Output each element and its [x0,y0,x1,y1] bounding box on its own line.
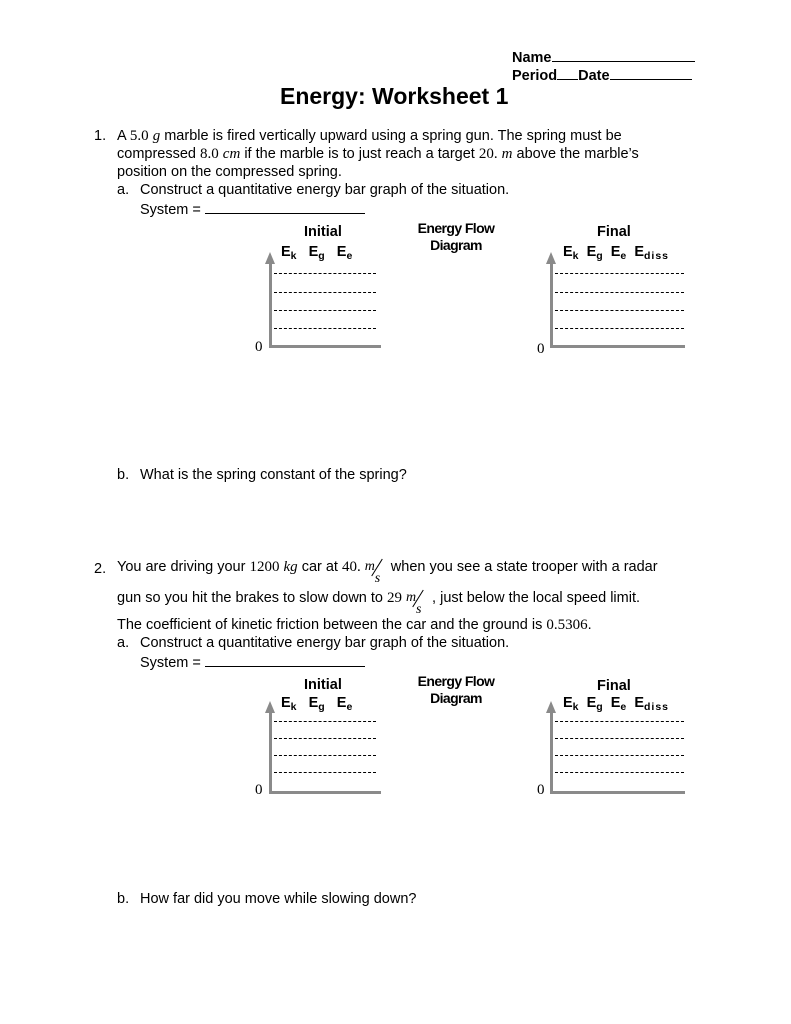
e-label: E [308,244,319,260]
initial-title: Initial [304,677,342,693]
q2-friction-coefficient: 0.5306 [546,617,588,633]
final-title: Final [597,224,631,240]
q2-text: when you see a state trooper with a radar [386,559,658,575]
q1-part-b-text: What is the spring constant of the spring? [140,467,407,483]
zero-label: 0 [255,782,263,798]
y-axis [269,711,272,794]
q1-line-1 [117,127,622,145]
q1-part-a-letter: a. [117,182,130,198]
e-label: E [336,695,347,711]
k-sub: k [290,701,297,713]
q2-mass-unit: kg [283,559,298,575]
initial-title: Initial [304,224,342,240]
q1-part-a-text: Construct a quantitative energy bar graph of the situation. [140,182,510,198]
gridline [555,328,684,329]
q2-part-b-text: How far did you move while slowing down? [140,891,417,907]
system-label: System = [140,655,201,671]
date-label: Date [578,68,610,84]
gridline [555,292,684,293]
q2-initial-speed: 40. [342,559,361,575]
e-sub: e [620,701,627,713]
name-blank [552,47,695,62]
unit-m: m [364,559,375,574]
flow-title-line-2: Diagram [430,237,482,253]
q1-mass: 5.0 [129,128,149,144]
q1-line-2 [117,145,639,163]
gridline [274,721,376,722]
g-sub: g [596,701,603,713]
x-axis [550,791,685,794]
unit-m: m [406,590,417,605]
q1-initial-graph [250,222,390,362]
g-sub: g [318,250,325,262]
e-label: E [610,244,621,260]
flow-title-line-1: Energy Flow [417,673,495,689]
q1-final-graph [530,222,690,362]
flow-title-line-1: Energy Flow [417,220,495,236]
q2-part-a-letter: a. [117,635,130,651]
period-blank [557,65,578,80]
name-label: Name [512,50,552,66]
q2-text: . [587,617,592,633]
e-label: E [308,695,319,711]
q2-system-field [140,652,365,672]
zero-label: 0 [255,339,263,355]
gridline [274,738,376,739]
e-label: E [563,244,573,260]
name-field [512,47,695,67]
e-label: E [563,695,573,711]
e-label: E [610,695,621,711]
gridline [274,310,376,311]
e-label: E [281,244,291,260]
q2-line-1 [117,553,658,586]
unit-s: s [374,571,381,586]
q2-text: You are driving your [117,559,250,575]
e-label: E [586,244,597,260]
q1-text: if the marble is to just reach a target [240,146,479,162]
g-sub: g [318,701,325,713]
g-sub: g [596,250,603,262]
system-blank [205,199,365,214]
gridline [555,738,684,739]
period-label: Period [512,68,558,84]
gridline [274,292,376,293]
gridline [555,755,684,756]
q2-line-3 [117,616,592,634]
gridline [555,273,684,274]
e-label: E [634,244,644,260]
q2-mass: 1200 [249,559,280,575]
q2-energy-flow-title [401,673,511,707]
x-axis [550,345,685,348]
flow-title-line-2: Diagram [430,690,482,706]
q2-final-graph [530,675,690,815]
y-axis [550,711,553,794]
e-label: E [281,695,291,711]
k-sub: k [290,250,297,262]
final-title: Final [597,678,631,694]
unit-s: s [416,602,422,617]
q2-number: 2. [94,561,107,577]
energy-labels [281,244,352,262]
gridline [274,328,376,329]
q2-initial-graph [250,675,390,815]
q1-compression-unit: cm [222,146,241,162]
k-sub: k [572,250,579,262]
e-label: E [634,695,644,711]
gridline [555,721,684,722]
q1-text: above the marble’s [512,146,639,162]
speed-unit-fraction [361,553,387,586]
e-sub: e [346,250,353,262]
q1-text: marble is fired vertically upward using a spring gun. The spring must be [160,128,622,144]
energy-labels [563,695,669,713]
page-title: Energy: Worksheet 1 [280,83,509,109]
zero-label: 0 [537,341,545,357]
x-axis [269,345,381,348]
date-blank [610,65,692,80]
y-axis [550,262,553,348]
gridline [555,772,684,773]
e-label: E [336,244,347,260]
x-axis [269,791,381,794]
q2-text: The coefficient of kinetic friction between the car and the ground is [117,617,547,633]
k-sub: k [572,701,579,713]
q2-final-speed: 29 [387,590,403,606]
q2-part-a-text: Construct a quantitative energy bar graph of the situation. [140,635,510,651]
diss-sub: diss [643,250,669,262]
zero-label: 0 [537,782,545,798]
energy-labels [563,244,669,262]
q2-text: car at [297,559,342,575]
q2-part-b-letter: b. [117,891,130,907]
system-label: System = [140,202,201,218]
q2-line-2 [117,584,640,617]
e-sub: e [620,250,627,262]
q2-text: , just below the local speed limit. [428,590,640,606]
q1-energy-flow-title [401,220,511,254]
speed-unit-fraction [402,584,428,617]
y-axis [269,262,272,348]
system-blank [205,652,365,667]
e-sub: e [346,701,353,713]
q2-text: gun so you hit the brakes to slow down to [117,590,388,606]
energy-labels [281,695,352,713]
diss-sub: diss [643,701,669,713]
e-label: E [586,695,597,711]
q1-part-b-letter: b. [117,467,130,483]
q1-compression: 8.0 [200,146,219,162]
q1-mass-unit: g [152,128,161,144]
gridline [274,772,376,773]
period-date-field [512,65,692,85]
q1-text: A [117,128,130,144]
q1-system-field [140,199,365,219]
q1-number: 1. [94,128,107,144]
q1-height: 20. [478,146,498,162]
q1-text: compressed [117,146,201,162]
gridline [555,310,684,311]
q1-height-unit: m [501,146,513,162]
gridline [274,273,376,274]
gridline [274,755,376,756]
q1-line-3: position on the compressed spring. [117,164,342,180]
